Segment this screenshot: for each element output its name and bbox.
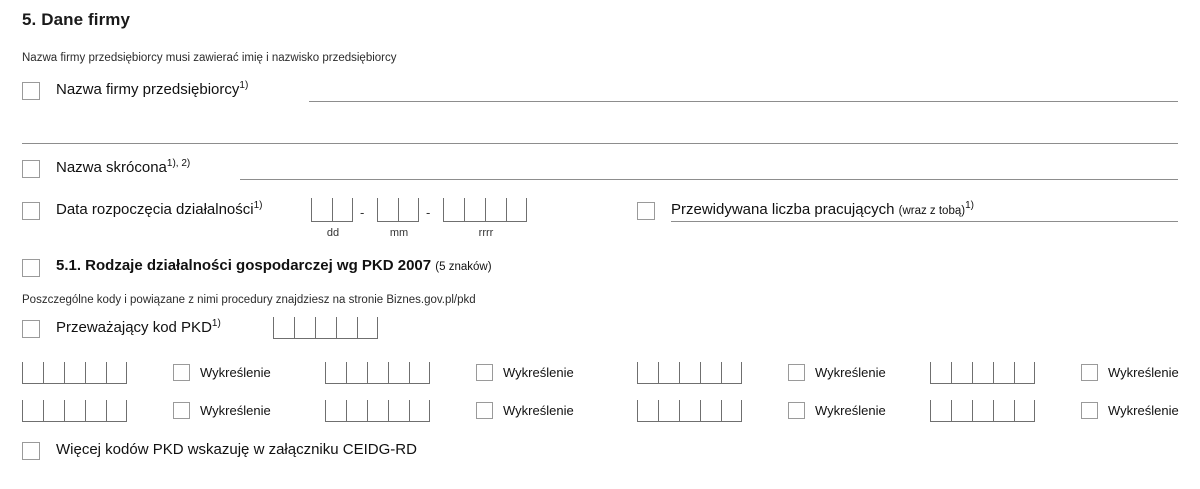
checkbox-pkd-strike[interactable] [476,402,493,419]
label-pkd-strike: Wykreślenie [503,403,574,418]
label-short-name [56,158,190,176]
label-pkd-strike: Wykreślenie [1108,403,1179,418]
pkd-cell[interactable] [43,362,64,384]
input-company-name-line1[interactable] [309,101,1178,102]
input-pkd-code[interactable] [930,400,1035,422]
pkd-cell[interactable] [22,362,43,384]
pkd-cell[interactable] [658,362,679,384]
pkd-cell[interactable] [972,400,993,422]
date-separator-1: - [360,205,365,220]
pkd-cell[interactable] [679,400,700,422]
date-cell[interactable] [398,198,419,222]
checkbox-expected-workers[interactable] [637,202,655,220]
checkbox-start-date[interactable] [22,202,40,220]
pkd-cell[interactable] [367,400,388,422]
pkd-cell[interactable] [637,400,658,422]
input-pkd-code[interactable] [930,362,1035,384]
pkd-cell[interactable] [315,317,336,339]
pkd-cell[interactable] [325,362,346,384]
input-start-date-year[interactable] [443,198,527,222]
pkd-cell[interactable] [85,400,106,422]
pkd-cell[interactable] [721,362,742,384]
date-caption-day: dd [326,227,340,239]
subsection-title [56,257,492,274]
label-short-name-sup: 1), 2) [166,158,191,169]
label-start-date-text: Data rozpoczęcia działalności [56,201,254,218]
label-company-name-sup: 1) [239,80,249,91]
pkd-cell[interactable] [679,362,700,384]
subsection-title-extra: (5 znaków) [435,261,492,273]
input-start-date-day[interactable] [311,198,353,222]
date-cell[interactable] [464,198,485,222]
pkd-cell[interactable] [700,400,721,422]
date-cell[interactable] [377,198,398,222]
checkbox-pkd-strike[interactable] [788,402,805,419]
pkd-cell[interactable] [85,362,106,384]
pkd-cell[interactable] [43,400,64,422]
checkbox-more-pkd[interactable] [22,442,40,460]
pkd-cell[interactable] [346,400,367,422]
checkbox-pkd-strike[interactable] [1081,402,1098,419]
pkd-cell[interactable] [409,400,430,422]
subsection-note: Poszczególne kody i powiązane z nimi procedury znajdziesz na stronie Biznes.gov.pl/pkd [22,294,476,306]
pkd-cell[interactable] [336,317,357,339]
label-more-pkd: Więcej kodów PKD wskazuję w załączniku CEIDG-RD [56,441,417,458]
checkbox-pkd-strike[interactable] [173,364,190,381]
pkd-cell[interactable] [64,400,85,422]
date-cell[interactable] [332,198,353,222]
pkd-cell[interactable] [637,362,658,384]
date-cell[interactable] [311,198,332,222]
section-note: Nazwa firmy przedsiębiorcy musi zawierać imię i nazwisko przedsiębiorcy [22,52,397,64]
pkd-cell[interactable] [658,400,679,422]
checkbox-pkd-strike[interactable] [173,402,190,419]
checkbox-pkd-strike[interactable] [476,364,493,381]
pkd-cell[interactable] [325,400,346,422]
checkbox-company-name[interactable] [22,82,40,100]
pkd-cell[interactable] [64,362,85,384]
checkbox-primary-pkd[interactable] [22,320,40,338]
label-pkd-strike: Wykreślenie [503,365,574,380]
pkd-cell[interactable] [993,362,1014,384]
label-pkd-strike: Wykreślenie [815,403,886,418]
checkbox-short-name[interactable] [22,160,40,178]
input-company-name-line2[interactable] [22,143,1178,144]
date-cell[interactable] [506,198,527,222]
input-primary-pkd-code[interactable] [273,317,378,339]
pkd-cell[interactable] [273,317,294,339]
subsection-title-text: 5.1. Rodzaje działalności gospodarczej wg PKD 2007 [56,257,432,274]
label-expected-workers-sup: 1) [965,200,974,211]
label-pkd-strike: Wykreślenie [815,365,886,380]
pkd-cell[interactable] [106,400,127,422]
label-pkd-strike: Wykreślenie [200,403,271,418]
date-caption-month: mm [389,227,409,239]
pkd-cell[interactable] [388,400,409,422]
pkd-cell[interactable] [972,362,993,384]
pkd-cell[interactable] [1014,362,1035,384]
date-caption-year: rrrr [478,227,494,239]
checkbox-pkd-strike[interactable] [1081,364,1098,381]
pkd-cell[interactable] [106,362,127,384]
pkd-cell[interactable] [357,317,378,339]
pkd-cell[interactable] [346,362,367,384]
date-cell[interactable] [443,198,464,222]
label-primary-pkd-sup: 1) [211,318,221,329]
input-pkd-code[interactable] [325,400,430,422]
pkd-cell[interactable] [1014,400,1035,422]
page-title: 5. Dane firmy [22,10,131,29]
pkd-cell[interactable] [409,362,430,384]
pkd-cell[interactable] [388,362,409,384]
pkd-cell[interactable] [951,400,972,422]
label-primary-pkd [56,318,221,336]
label-primary-pkd-text: Przeważający kod PKD [56,319,212,336]
pkd-cell[interactable] [700,362,721,384]
pkd-cell[interactable] [930,400,951,422]
input-pkd-code[interactable] [637,362,742,384]
input-short-name-line[interactable] [240,179,1178,180]
pkd-cell[interactable] [294,317,315,339]
input-pkd-code[interactable] [325,362,430,384]
label-start-date-sup: 1) [253,200,263,211]
label-expected-workers-extra: (wraz z tobą) [898,205,966,217]
label-company-name-text: Nazwa firmy przedsiębiorcy [56,81,240,98]
label-short-name-text: Nazwa skrócona [56,159,167,176]
input-expected-workers-line[interactable] [671,221,1178,222]
label-pkd-strike: Wykreślenie [200,365,271,380]
date-cell[interactable] [485,198,506,222]
checkbox-pkd-section[interactable] [22,259,40,277]
pkd-cell[interactable] [930,362,951,384]
pkd-cell[interactable] [22,400,43,422]
input-pkd-code[interactable] [637,400,742,422]
input-pkd-code[interactable] [22,362,127,384]
input-pkd-code[interactable] [22,400,127,422]
pkd-cell[interactable] [367,362,388,384]
pkd-cell[interactable] [721,400,742,422]
label-expected-workers [671,200,974,218]
checkbox-pkd-strike[interactable] [788,364,805,381]
label-expected-workers-text: Przewidywana liczba pracujących [671,201,895,218]
date-separator-2: - [426,205,431,220]
pkd-cell[interactable] [951,362,972,384]
label-pkd-strike: Wykreślenie [1108,365,1179,380]
label-start-date [56,200,263,218]
input-start-date-month[interactable] [377,198,419,222]
pkd-cell[interactable] [993,400,1014,422]
label-company-name [56,80,248,98]
